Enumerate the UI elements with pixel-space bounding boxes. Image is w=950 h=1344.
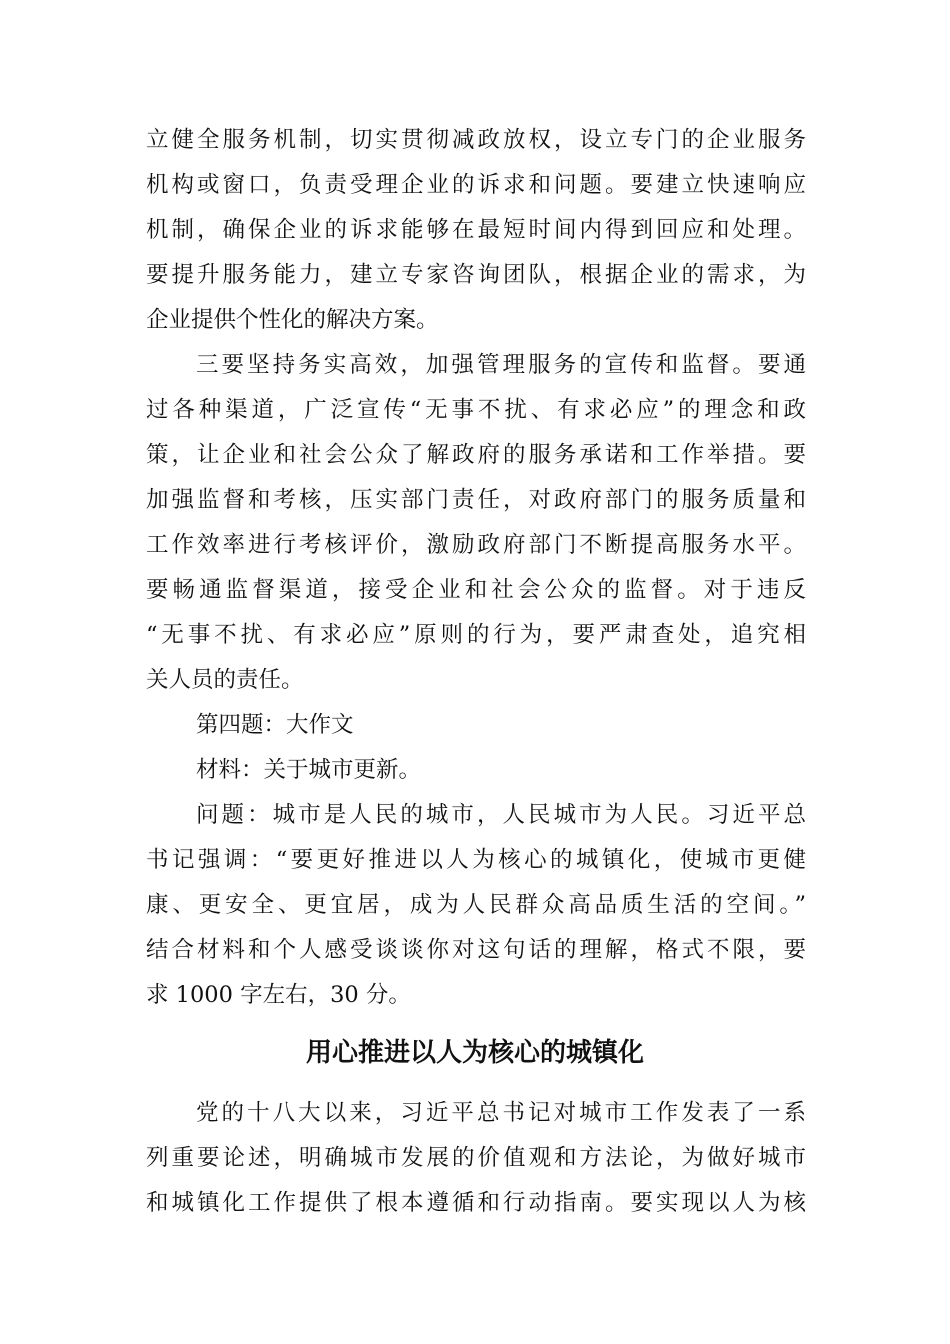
paragraph-line: 关人员的责任。 [146,667,304,693]
paragraph-line: 企业提供个性化的解决方案。 [146,307,439,333]
question-title: 第四题：大作文 [196,712,354,738]
paragraph-line: 三要坚持务实高效，加强管理服务的宣传和监督。要通 [196,352,806,378]
essay-line: 和城镇化工作提供了根本遵循和行动指南。要实现以人为核 [146,1190,806,1216]
essay-line: 党的十八大以来，习近平总书记对城市工作发表了一系 [196,1100,806,1126]
paragraph-line: 立健全服务机制，切实贯彻减政放权，设立专门的企业服务 [146,127,806,153]
paragraph-line: 机构或窗口，负责受理企业的诉求和问题。要建立快速响应 [146,172,806,198]
question-line: 结合材料和个人感受谈谈你对这句话的理解，格式不限，要 [146,937,806,963]
essay-title: 用心推进以人为核心的城镇化 [305,1038,644,1068]
question-line: 书记强调：“要更好推进以人为核心的城镇化，使城市更健 [146,847,806,873]
question-line: 康、更安全、更宜居，成为人民群众高品质生活的空间。” [146,892,806,918]
paragraph-line: 策，让企业和社会公众了解政府的服务承诺和工作举措。要 [146,442,806,468]
paragraph-line: 工作效率进行考核评价，激励政府部门不断提高服务水平。 [146,532,806,558]
essay-line: 列重要论述，明确城市发展的价值观和方法论，为做好城市 [146,1145,806,1171]
question-line: 问题：城市是人民的城市，人民城市为人民。习近平总 [196,802,806,828]
paragraph-line: “无事不扰、有求必应”原则的行为，要严肃查处，追究相 [146,622,806,648]
paragraph-line: 要畅通监督渠道，接受企业和社会公众的监督。对于违反 [146,577,806,603]
question-line: 求 1000 字左右，30 分。 [146,982,411,1008]
paragraph-line: 加强监督和考核，压实部门责任，对政府部门的服务质量和 [146,487,806,513]
paragraph-line: 要提升服务能力，建立专家咨询团队，根据企业的需求，为 [146,262,806,288]
paragraph-line: 过各种渠道，广泛宣传“无事不扰、有求必应”的理念和政 [146,397,806,423]
paragraph-line: 机制，确保企业的诉求能够在最短时间内得到回应和处理。 [146,217,806,243]
material-line: 材料：关于城市更新。 [196,757,422,783]
